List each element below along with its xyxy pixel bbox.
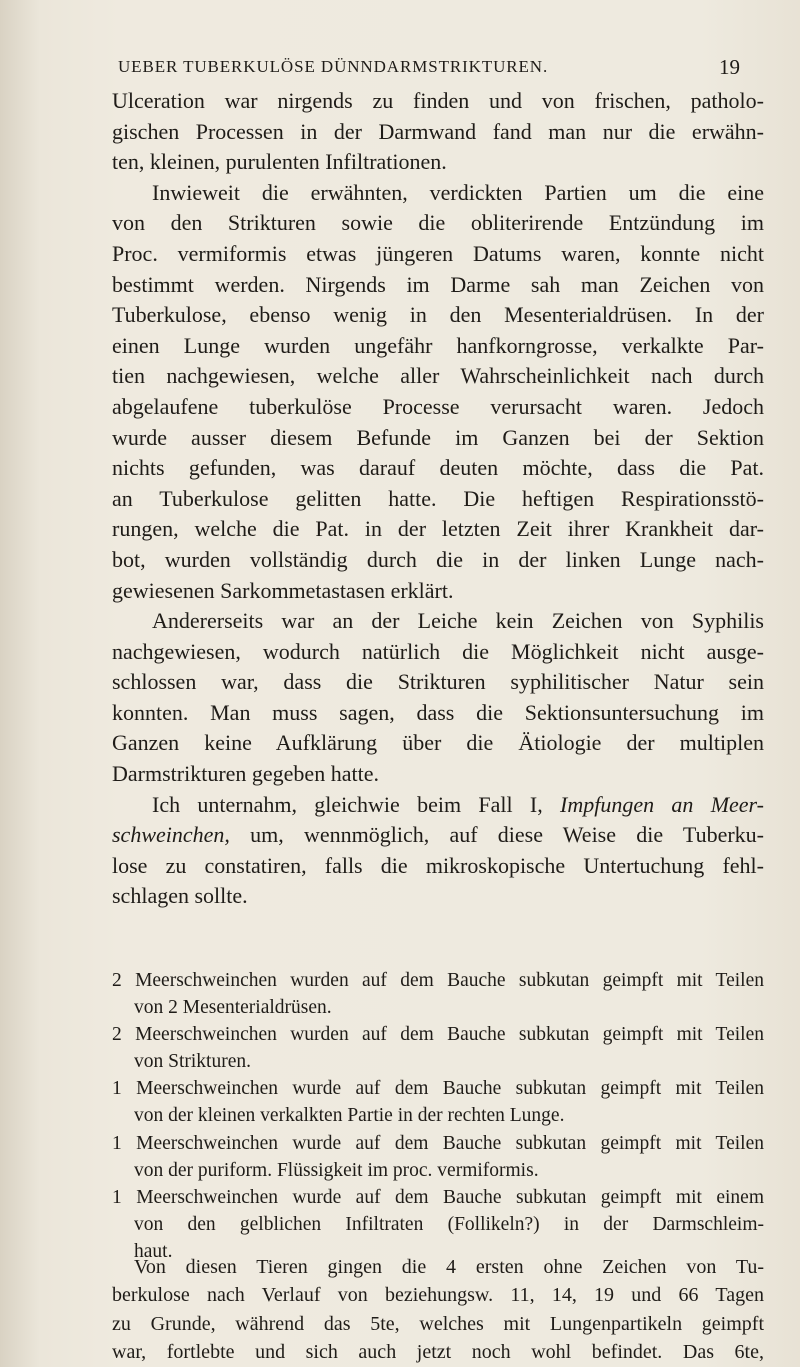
text-line: Ganzen keine Aufklärung über die Ätiologie der multiplen [112, 730, 764, 756]
text-span: Ich unternahm, gleichwie beim Fall I, [152, 791, 543, 817]
text-line: wurde ausser diesem Befunde im Ganzen bei der Sektion [112, 424, 764, 450]
item-text: Meerschweinchen wurden auf dem Bauche subkutan geimpft mit Teilen [135, 1024, 764, 1046]
text-line: gischen Processen in der Darmwand fand man nur die erwähn- [112, 118, 764, 144]
item-count: 1 [112, 1186, 122, 1208]
item-text: Meerschweinchen wurde auf dem Bauche subkutan geimpft mit einem [136, 1186, 764, 1208]
text-line: schlossen war, dass die Strikturen syphilitischer Natur sein [112, 669, 764, 695]
text-line: Proc. vermiformis etwas jüngeren Datums waren, konnte nicht [112, 240, 764, 266]
list-item-line: von der puriform. Flüssigkeit im proc. vermiformis. [134, 1159, 539, 1181]
text-line [112, 820, 764, 851]
text-line: von den Strikturen sowie die obliterirende Entzündung im [112, 210, 764, 236]
list-item [112, 967, 764, 1021]
text-line: Tuberkulose, ebenso wenig in den Mesenterialdrüsen. In der [112, 302, 764, 328]
list-item-line: von Strikturen. [134, 1051, 251, 1073]
list-item [112, 1075, 764, 1129]
list-item-line [112, 1075, 764, 1102]
list-item-line: von 2 Mesenterialdrüsen. [134, 997, 332, 1019]
text-line: ten, kleinen, purulenten Infiltrationen. [112, 149, 447, 175]
text-line: zu Grunde, während das 5te, welches mit Lungenpartikeln geimpft [112, 1312, 764, 1335]
main-text [112, 86, 764, 912]
text-line: schlagen sollte. [112, 883, 248, 909]
list-item [112, 1021, 764, 1075]
text-line: Darmstrikturen gegeben hatte. [112, 761, 379, 787]
list-item-line [112, 1130, 764, 1157]
item-text: Meerschweinchen wurde auf dem Bauche subkutan geimpft mit Teilen [136, 1132, 765, 1154]
experiment-list [112, 967, 764, 1265]
text-line: abgelaufene tuberkulöse Processe verursacht waren. Jedoch [112, 393, 764, 419]
text-line: nachgewiesen, wodurch natürlich die Möglichkeit nicht ausge- [112, 638, 764, 664]
list-item-line: von der kleinen verkalkten Partie in der rechten Lunge. [134, 1105, 565, 1127]
running-header [0, 55, 800, 85]
item-count: 1 [112, 1078, 122, 1100]
closing-paragraph [112, 1253, 764, 1366]
list-item-line: von den gelblichen Infiltraten (Follikeln?) in der Darmschleim- [134, 1213, 764, 1235]
item-text: Meerschweinchen wurden auf dem Bauche subkutan geimpft mit Teilen [135, 970, 764, 991]
list-item-line [112, 1184, 764, 1211]
italic-phrase: Impfungen an Meer- [560, 791, 764, 817]
item-text: Meerschweinchen wurde auf dem Bauche subkutan geimpft mit Teilen [136, 1078, 765, 1100]
list-item-line: haut. [134, 1240, 173, 1262]
text-line: bestimmt werden. Nirgends im Darme sah man Zeichen von [112, 271, 764, 297]
page-number: 19 [719, 55, 740, 79]
item-count: 1 [112, 1132, 122, 1154]
item-count: 2 [112, 970, 122, 991]
text-line: an Tuberkulose gelitten hatte. Die heftigen Respirationsstö- [112, 485, 764, 511]
text-line: gewiesenen Sarkommetastasen erklärt. [112, 577, 454, 603]
text-span: um, wennmöglich, auf diese Weise die Tuberku- [250, 822, 765, 848]
text-line: Inwieweit die erwähnten, verdickten Partien um die eine [152, 179, 764, 205]
text-line: lose zu constatiren, falls die mikroskopische Untertuchung fehl- [112, 852, 764, 878]
text-line: konnten. Man muss sagen, dass die Sektionsuntersuchung im [112, 699, 764, 725]
running-title: UEBER TUBERKULÖSE DÜNNDARMSTRIKTUREN. [118, 57, 549, 76]
list-item-line [112, 967, 764, 994]
text-line: Ulceration war nirgends zu finden und von frischen, patholo- [112, 88, 764, 113]
text-line: Von diesen Tieren gingen die 4 ersten ohne Zeichen von Tu- [134, 1256, 764, 1278]
text-line: tien nachgewiesen, welche aller Wahrscheinlichkeit nach durch [112, 363, 764, 389]
text-line: berkulose nach Verlauf von beziehungsw. 11, 14, 19 und 66 Tagen [112, 1284, 764, 1307]
text-line: einen Lunge wurden ungefähr hanfkorngrosse, verkalkte Par- [112, 332, 764, 358]
text-line [112, 790, 764, 821]
italic-phrase: schweinchen, [112, 822, 230, 848]
text-line: Andererseits war an der Leiche kein Zeichen von Syphilis [152, 608, 764, 634]
item-count: 2 [112, 1024, 122, 1046]
text-line: nichts gefunden, was darauf deuten möchte, dass die Pat. [112, 455, 764, 481]
text-line: rungen, welche die Pat. in der letzten Zeit ihrer Krankheit dar- [112, 516, 764, 542]
list-item-line [112, 1021, 764, 1048]
list-item [112, 1130, 764, 1184]
text-line: bot, wurden vollständig durch die in der linken Lunge nach- [112, 546, 764, 572]
text-line: war, fortlebte und sich auch jetzt noch wohl befindet. Das 6te, [112, 1340, 764, 1363]
